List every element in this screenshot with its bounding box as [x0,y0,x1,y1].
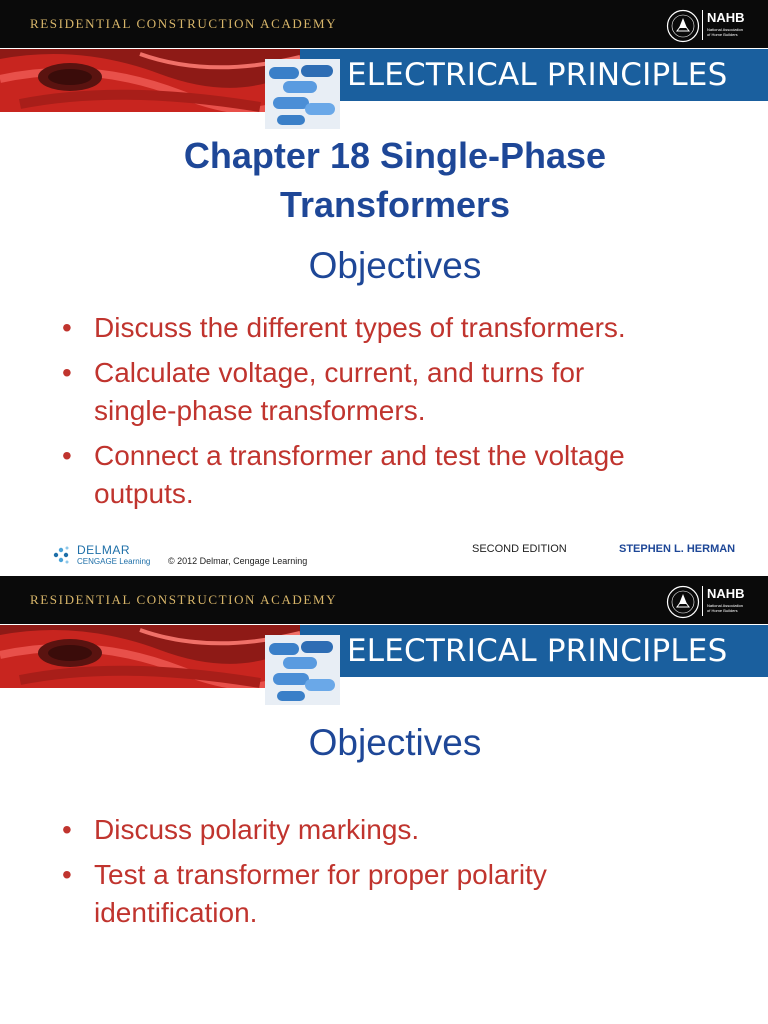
conduit-image [265,59,340,129]
chapter-title-line-2: Transformers [279,184,511,225]
bullet-text: Test a transformer for proper polarity [94,859,547,890]
edition-text: SECOND EDITION [472,543,567,555]
conduit-image [265,635,340,705]
bullet-icon: • [62,357,72,388]
academy-title: RESIDENTIAL CONSTRUCTION ACADEMY [30,16,338,31]
author-name: STEPHEN L. HERMAN [619,543,736,555]
list-item [62,437,742,513]
header-bar [0,0,768,48]
list-item [62,309,742,347]
bullet-text-continued: single-phase transformers. [94,395,426,426]
nahb-subtitle: National Association of Home Builders [707,603,744,613]
seal-icon [666,585,700,619]
objectives-heading: Objectives [308,722,482,763]
nahb-divider [702,10,703,40]
banner-title: ELECTRICAL PRINCIPLES [347,57,728,93]
publisher-subtitle: CENGAGE Learning [77,557,151,566]
wire-coil-image [0,49,300,112]
bullet-text-continued: outputs. [94,478,194,509]
delmar-logo-icon [52,545,72,565]
chapter-title-line-1: Chapter 18 Single-Phase [183,135,607,176]
nahb-logo-text: NAHB [707,586,745,601]
bullet-text: Discuss the different types of transformers. [94,312,626,343]
nahb-logo-text: NAHB [707,10,745,25]
bullet-text: Connect a transformer and test the voltage [94,440,625,471]
objectives-list [62,811,742,939]
list-item [62,354,742,430]
publisher-name: DELMAR [77,543,131,557]
copyright-text: © 2012 Delmar, Cengage Learning [168,556,308,566]
bullet-text-continued: identification. [94,897,258,928]
wire-coil-image [0,625,300,688]
bullet-text: Discuss polarity markings. [94,814,420,845]
objectives-list [62,309,742,520]
bullet-text: Calculate voltage, current, and turns for [94,357,585,388]
list-item [62,811,742,849]
header-bar [0,576,768,624]
banner [0,625,768,705]
objectives-heading: Objectives [308,245,482,286]
nahb-subtitle: National Association of Home Builders [707,27,744,37]
seal-icon [666,9,700,43]
bullet-icon: • [62,312,72,343]
academy-title: RESIDENTIAL CONSTRUCTION ACADEMY [30,592,338,607]
banner [0,49,768,129]
slide-2 [0,576,768,1024]
nahb-divider [702,586,703,616]
banner-title: ELECTRICAL PRINCIPLES [347,633,728,669]
list-item [62,856,742,932]
bullet-icon: • [62,859,72,890]
bullet-icon: • [62,440,72,471]
bullet-icon: • [62,814,72,845]
